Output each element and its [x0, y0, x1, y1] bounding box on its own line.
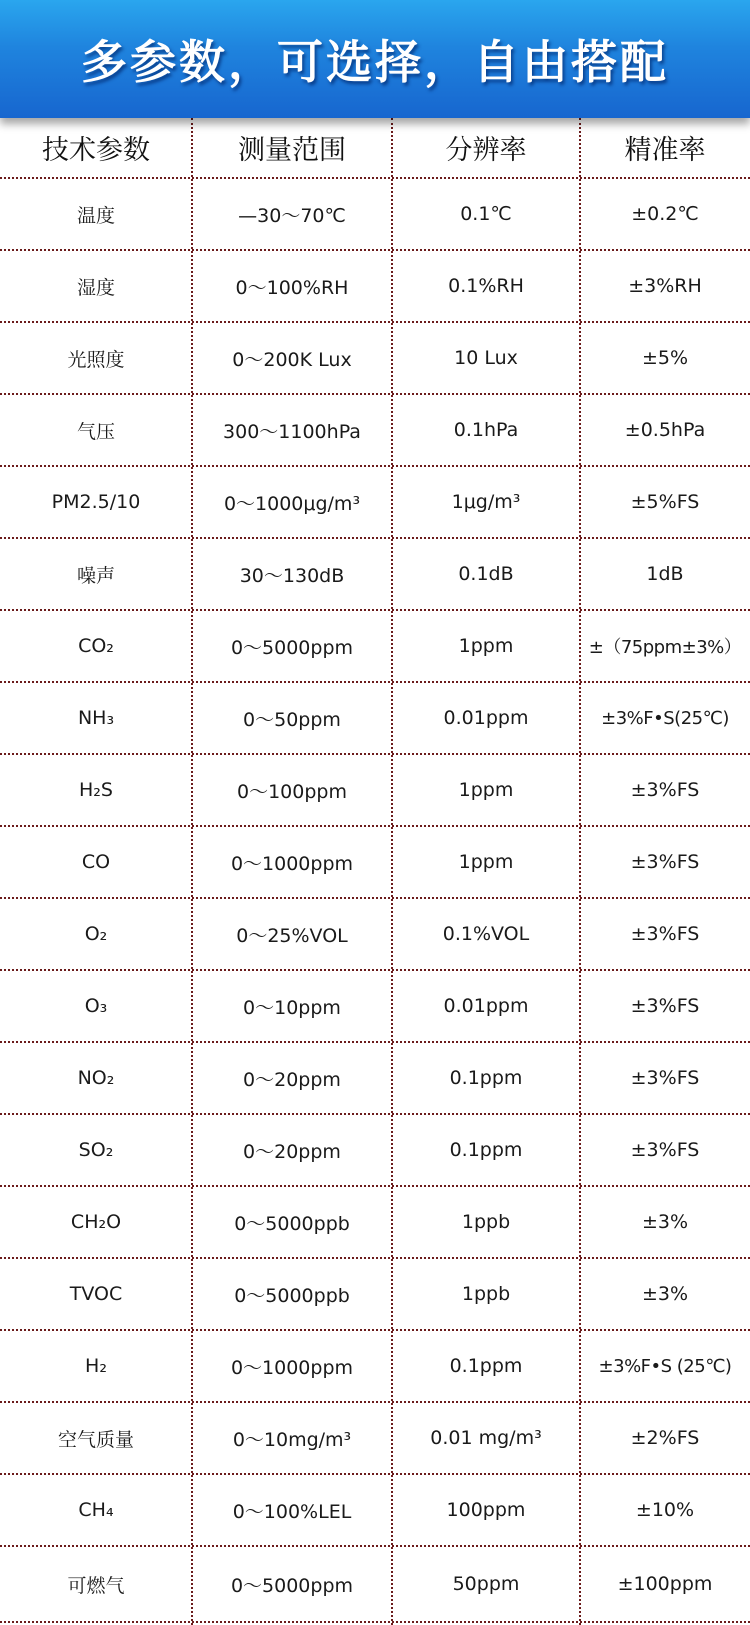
accuracy-cell: ±3%RH	[628, 275, 702, 297]
range-cell: 0～100%RH	[235, 276, 349, 299]
table-row	[0, 1547, 750, 1623]
accuracy-cell: ±（75ppm±3%）	[588, 637, 742, 658]
range-cell: 0～5000ppm	[230, 1574, 354, 1597]
accuracy-cell: ±0.5hPa	[624, 419, 706, 441]
param-cell: 可燃气	[67, 1574, 125, 1597]
table-row	[0, 755, 750, 827]
param-cell: 噪声	[76, 564, 115, 587]
header-param: 技术参数	[42, 135, 150, 166]
range-cell: 0～200K Lux	[232, 348, 352, 371]
page-title: 多参数，可选择，自由搭配	[81, 35, 669, 89]
param-cell: 温度	[76, 204, 115, 227]
accuracy-cell: ±10%	[635, 1499, 695, 1521]
accuracy-cell: ±5%	[641, 347, 689, 369]
param-cell: NO₂	[77, 1067, 115, 1089]
resolution-cell: 0.01ppm	[443, 995, 529, 1017]
resolution-cell: 1ppm	[458, 851, 514, 873]
resolution-cell: 0.1ppm	[449, 1139, 523, 1161]
range-cell: 0～1000ppm	[230, 1356, 354, 1379]
param-cell: CH₄	[78, 1499, 114, 1521]
resolution-cell: 1ppb	[461, 1211, 511, 1233]
title-banner	[0, 0, 750, 118]
table-row	[0, 971, 750, 1043]
table-row	[0, 179, 750, 251]
resolution-cell: 0.1ppm	[449, 1067, 523, 1089]
table-row	[0, 1043, 750, 1115]
table-row	[0, 467, 750, 539]
range-cell: 0～1000μg/m³	[223, 492, 361, 515]
resolution-cell: 1μg/m³	[451, 491, 521, 513]
range-cell: 0～5000ppb	[234, 1284, 350, 1307]
accuracy-cell: ±3%	[641, 1211, 689, 1233]
resolution-cell: 0.1ppm	[449, 1355, 523, 1377]
range-cell: 0～10mg/m³	[232, 1428, 352, 1451]
table-row	[0, 899, 750, 971]
range-cell: 0～100%LEL	[232, 1500, 352, 1523]
param-cell: H₂	[85, 1355, 107, 1377]
range-cell: 0～100ppm	[237, 780, 347, 803]
accuracy-cell: ±3%F•S (25℃)	[598, 1355, 732, 1377]
param-cell: SO₂	[78, 1139, 114, 1161]
param-cell: 光照度	[67, 348, 125, 371]
param-cell: PM2.5/10	[51, 491, 141, 513]
param-cell: H₂S	[79, 779, 113, 801]
param-cell: 湿度	[76, 276, 115, 299]
param-cell: 气压	[76, 420, 115, 443]
resolution-cell: 0.01 mg/m³	[430, 1427, 542, 1449]
table-row	[0, 1259, 750, 1331]
range-cell: 0～50ppm	[243, 708, 341, 731]
param-cell: CH₂O	[70, 1211, 122, 1233]
accuracy-cell: ±3%FS	[630, 779, 700, 801]
accuracy-cell: ±3%	[641, 1283, 689, 1305]
resolution-cell: 0.1hPa	[453, 419, 519, 441]
resolution-cell: 50ppm	[452, 1573, 520, 1595]
accuracy-cell: ±100ppm	[617, 1573, 713, 1595]
table-row	[0, 1331, 750, 1403]
param-cell: CO	[81, 851, 111, 873]
resolution-cell: 10 Lux	[454, 347, 518, 369]
accuracy-cell: ±5%FS	[630, 491, 700, 513]
accuracy-cell: ±2%FS	[630, 1427, 700, 1449]
header-range: 测量范围	[238, 135, 346, 166]
table-row	[0, 611, 750, 683]
accuracy-cell: ±3%FS	[630, 923, 700, 945]
accuracy-cell: 1dB	[646, 563, 684, 585]
table-row	[0, 251, 750, 323]
table-row	[0, 539, 750, 611]
range-cell: 300～1100hPa	[223, 420, 361, 443]
table-row	[0, 1187, 750, 1259]
range-cell: 30～130dB	[239, 564, 345, 587]
range-cell: —30～70℃	[238, 204, 346, 227]
param-cell: O₂	[84, 923, 108, 945]
table-row	[0, 395, 750, 467]
range-cell: 0～5000ppb	[234, 1212, 350, 1235]
accuracy-cell: ±3%FS	[630, 1067, 700, 1089]
table-row	[0, 1115, 750, 1187]
resolution-cell: 0.1dB	[458, 563, 514, 585]
table-row	[0, 683, 750, 755]
header-accuracy: 精准率	[624, 135, 706, 166]
table-row	[0, 1475, 750, 1547]
resolution-cell: 1ppm	[458, 635, 514, 657]
param-cell: 空气质量	[57, 1428, 134, 1451]
header-resolution: 分辨率	[445, 135, 527, 166]
range-cell: 0～20ppm	[243, 1068, 341, 1091]
table-row	[0, 827, 750, 899]
param-cell: O₃	[84, 995, 108, 1017]
spec-table	[0, 118, 750, 1625]
range-cell: 0～5000ppm	[230, 636, 354, 659]
resolution-cell: 0.1℃	[460, 203, 512, 225]
table-header-row	[0, 118, 750, 179]
table-row	[0, 1403, 750, 1475]
resolution-cell: 0.1%VOL	[442, 923, 530, 945]
range-cell: 0～20ppm	[243, 1140, 341, 1163]
accuracy-cell: ±3%FS	[630, 851, 700, 873]
accuracy-cell: ±3%FS	[630, 995, 700, 1017]
param-cell: NH₃	[77, 707, 115, 729]
resolution-cell: 100ppm	[446, 1499, 526, 1521]
accuracy-cell: ±0.2℃	[631, 203, 699, 225]
resolution-cell: 0.01ppm	[443, 707, 529, 729]
resolution-cell: 1ppb	[461, 1283, 511, 1305]
param-cell: CO₂	[78, 635, 114, 657]
accuracy-cell: ±3%FS	[630, 1139, 700, 1161]
range-cell: 0～10ppm	[243, 996, 341, 1019]
range-cell: 0～1000ppm	[230, 852, 354, 875]
accuracy-cell: ±3%F•S(25℃)	[601, 707, 729, 729]
resolution-cell: 0.1%RH	[448, 275, 524, 297]
range-cell: 0～25%VOL	[236, 924, 348, 947]
table-row	[0, 323, 750, 395]
param-cell: TVOC	[69, 1283, 123, 1305]
resolution-cell: 1ppm	[458, 779, 514, 801]
